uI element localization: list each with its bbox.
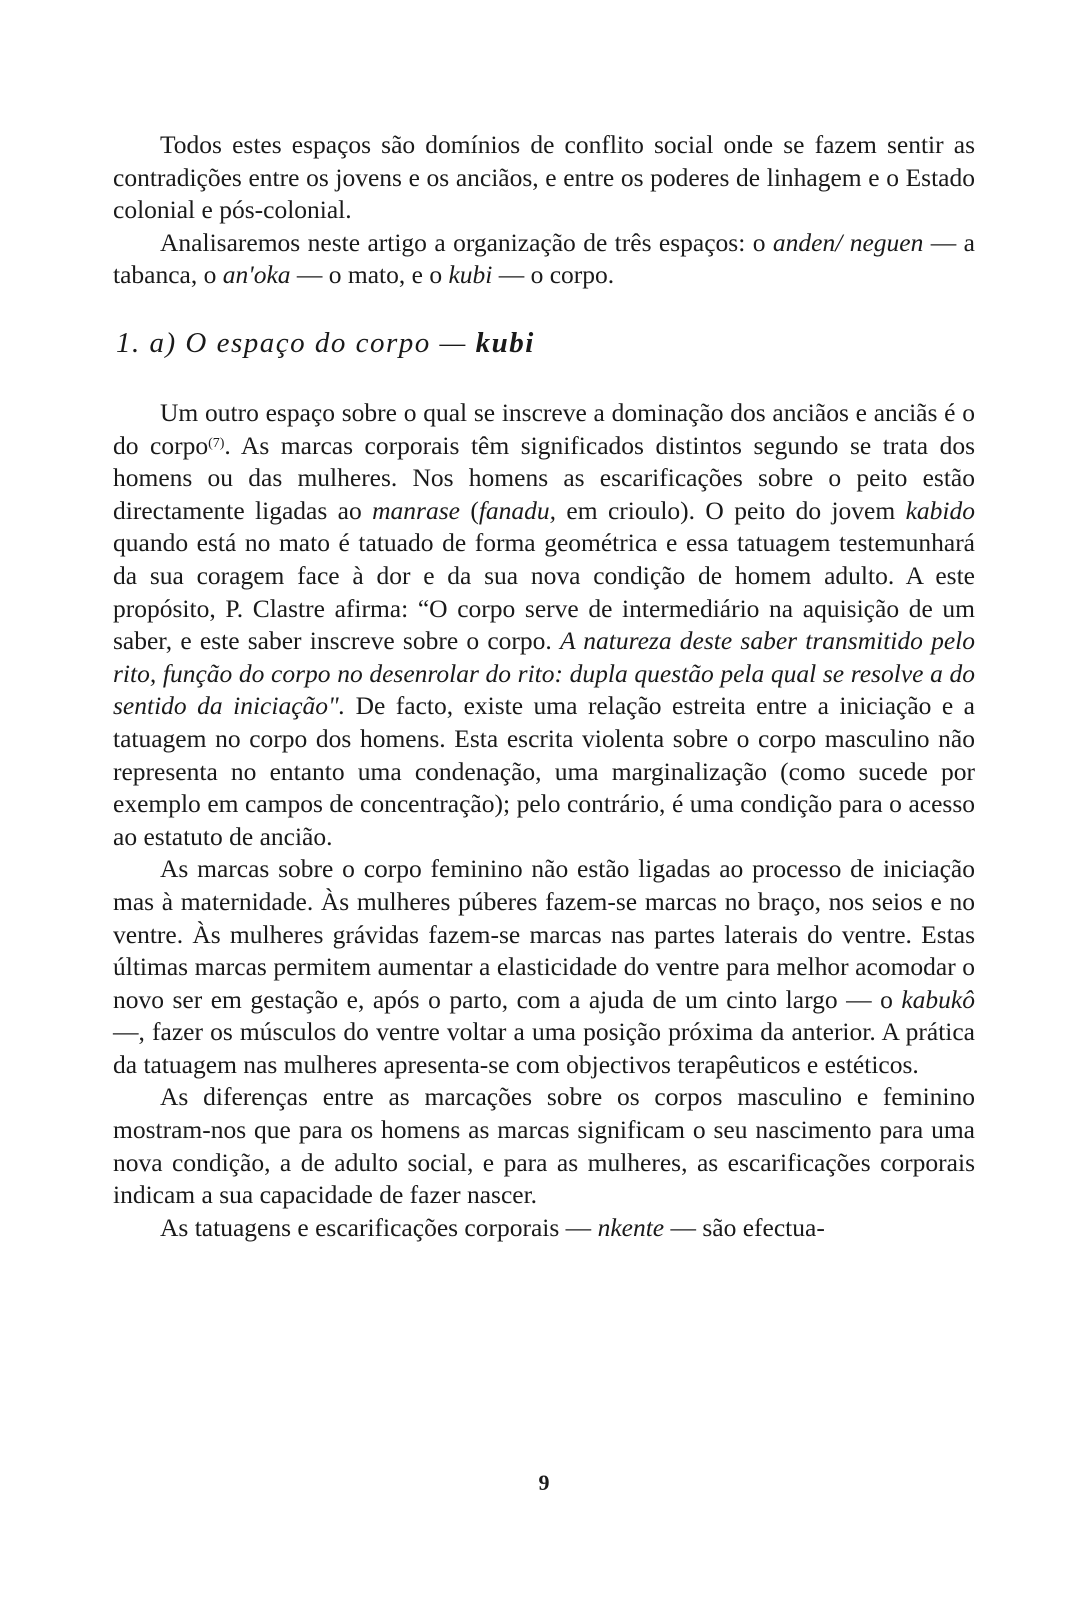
- page-number: 9: [538, 1470, 550, 1495]
- term-nkente: nkente: [597, 1212, 665, 1242]
- intro-paragraph-1: Todos estes espaços são domínios de conflito social onde se fazem sentir as contradições entre os jovens e os anciãos, e entre os poderes de linhagem e o Estado colonial e pós-colonial.: [113, 130, 975, 225]
- body-paragraph-4: As tatuagens e escarificações corporais — nkente — são efectua-: [160, 1212, 825, 1242]
- term-kubi: kubi: [448, 260, 493, 290]
- body-paragraph-2: As marcas sobre o corpo feminino não estão ligadas ao processo de iniciação mas à maternidade. Às mulheres púberes fazem-se marcas no braço, nos seios e no ventre. Às mulheres grávidas fazem-se marcas nas partes laterais do ventre. Estas últimas marcas permitem aumentar a elasticidade do ventre para melhor acomodar o novo ser em gestação e, após o parto, com a ajuda de um cinto largo — o kabukô —, fazer os músculos do ventre voltar a uma posição próxima da anterior. A prática da tatuagem nas mulheres apresenta-se com objectivos terapêuticos e estéticos.: [113, 854, 975, 1079]
- body-paragraph-3: As diferenças entre as marcações sobre os corpos masculino e feminino mostram-nos que para os homens as marcas significam o seu nascimento para uma nova condição, a de adulto social, e para as mulheres, as escarificações corporais indicam a sua capacidade de fazer nascer.: [113, 1082, 975, 1210]
- term-kabuko: kabukô: [901, 984, 975, 1014]
- term-kabido: kabido: [905, 495, 975, 525]
- footnote-reference[interactable]: (7): [208, 435, 225, 451]
- intro-section: [113, 129, 975, 292]
- body-section: [113, 397, 975, 1244]
- clastre-quote: A natureza deste saber transmitido pelo rito, função do corpo no desenrolar do rito: dupla questão pela qual se resolve a do sentido da iniciação".: [113, 626, 975, 721]
- term-anoka: an'oka: [222, 260, 291, 290]
- intro-paragraph-2: Analisaremos neste artigo a organização de três espaços: o anden/ neguen — a tabanca, o an'oka — o mato, e o kubi — o corpo.: [113, 227, 975, 290]
- body-paragraph-1: Um outro espaço sobre o qual se inscreve a dominação dos anciãos e anciãs é o do corpo$^{(7)}$. As marcas corporais têm significados distintos segundo se trata dos homens ou das mulheres. Nos homens as escarificações sobre o peito estão directamente ligadas ao manrase (fanadu, em crioulo). O peito do jovem kabido quando está no mato é tatuado de forma geométrica e essa tatuagem testemunhará da sua coragem face à dor e da sua nova condição de homem adulto. A este propósito, P. Clastre afirma: “O corpo serve de intermediário na aquisição de um saber, e este saber inscreve sobre o corpo. A natureza deste saber transmitido pelo rito, função do corpo no desenrolar do rito: dupla questão pela qual se resolve a do sentido da iniciação". De facto, existe uma relação estreita entre a iniciação e a tatuagem no corpo dos homens. Esta escrita violenta sobre o corpo masculino não representa no entanto uma condenação, uma marginalização (como sucede por exemplo em campos de concentração); pelo contrário, é uma condição para o acesso ao estatuto de ancião.: [113, 398, 975, 851]
- section-heading-term: kubi: [475, 327, 535, 359]
- section-heading: 1. a) O espaço do corpo — kubi: [116, 327, 535, 359]
- term-anden-neguen: anden/ neguen: [772, 227, 924, 257]
- term-manrase: manrase: [372, 495, 460, 525]
- term-fanadu: fanadu,: [478, 495, 557, 525]
